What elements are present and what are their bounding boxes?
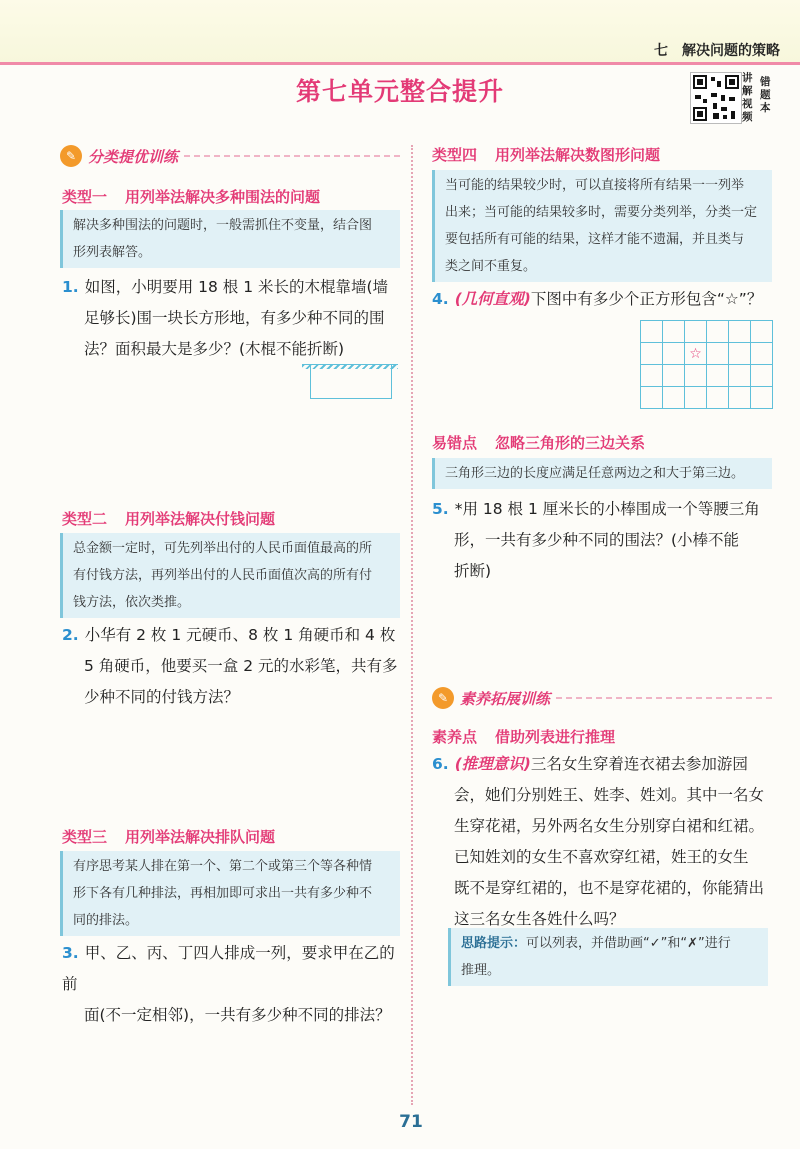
- chapter-header: [654, 40, 780, 60]
- hint-box: 思路提示：可以列表，并借助画“✓”和“✗”进行 推理。: [448, 928, 768, 986]
- section-literacy-point: 素养点 借助列表进行推理: [432, 728, 616, 746]
- page-title: 第七单元整合提升: [295, 77, 504, 106]
- column-divider: [411, 145, 413, 1105]
- question-1: 1. 如图，小明要用 18 根 1 米长的木棍靠墙(墙 足够长)围一块长方形地，有多少种不同的围 法？面积最大是多少？(木棍不能折断): [62, 278, 389, 358]
- section-type4: 类型四 用列举法解决数图形问题: [432, 146, 661, 164]
- question-5: 5. *用 18 根 1 厘米长的小棒围成一个等腰三角 形，一共有多少种不同的围法？(小棒不能 折断): [432, 500, 760, 580]
- tip-type2: 总金额一定时，可先列举出付的人民币面值最高的所 有付钱方法，再列举出付的人民币面值次高的所有付 钱方法，依次类推。: [60, 533, 400, 618]
- question-2: 2. 小华有 2 枚 1 元硬币、8 枚 1 角硬币和 4 枚 5 角硬币，他要买一盒 2 元的水彩笔，共有多 少种不同的付钱方法？: [62, 626, 398, 706]
- banner-literacy-training: ✎ 素养拓展训练: [432, 686, 772, 710]
- header-rule: [0, 62, 800, 65]
- qr-code-icon[interactable]: [690, 72, 742, 124]
- fence-rectangle-figure: [310, 365, 392, 399]
- qr-label-video: 讲 解 视 频: [742, 72, 753, 123]
- page-number: 71: [399, 1112, 423, 1132]
- section-type1: 类型一 用列举法解决多种围法的问题: [62, 188, 321, 206]
- tip-type3: 有序思考某人排在第一个、第二个或第三个等各种情 形下各有几种排法，再相加即可求出一共有多少种不 同的排法。: [60, 851, 400, 936]
- banner-classified-training: ✎ 分类提优训练: [60, 144, 400, 168]
- section-type2: 类型二 用列举法解决付钱问题: [62, 510, 276, 528]
- chapter-title: 解决问题的策略: [682, 43, 780, 59]
- banner-icon: ✎: [432, 687, 454, 709]
- tip-error-point: 三角形三边的长度应满足任意两边之和大于第三边。: [432, 458, 772, 489]
- tip-type1: 解决多种围法的问题时，一般需抓住不变量，结合图 形列表解答。: [60, 210, 400, 268]
- section-error-point: 易错点 忽略三角形的三边关系: [432, 434, 646, 452]
- question-6: 6. (推理意识)三名女生穿着连衣裙去参加游园 会，她们分别姓王、姓李、姓刘。其中一名女 生穿花裙，另外两名女生分别穿白裙和红裙。 已知姓刘的女生不喜欢穿红裙，姓王的女生 既不是穿红裙的，也不是穿花裙的，你能猜出 这三名女生各姓什么吗？: [432, 755, 765, 928]
- banner-icon: ✎: [60, 145, 82, 167]
- tip-type4: 当可能的结果较少时，可以直接将所有结果一一列举 出来；当可能的结果较多时，需要分类列举，分类一定 要包括所有可能的结果，这样才能不遗漏，并且类与 类之间不重复。: [432, 170, 772, 282]
- chapter-number: 七: [654, 43, 668, 59]
- question-4: 4. (几何直观)下图中有多少个正方形包含“☆”？: [432, 290, 763, 308]
- question-3: 3. 甲、乙、丙、丁四人排成一列，要求甲在乙的前 面(不一定相邻)，一共有多少种不同的排法？: [62, 944, 395, 1024]
- section-type3: 类型三 用列举法解决排队问题: [62, 828, 276, 846]
- star-icon: ☆: [685, 343, 707, 365]
- qr-label-mistakes: 错 题 本: [760, 76, 771, 114]
- square-grid-figure: [640, 320, 773, 409]
